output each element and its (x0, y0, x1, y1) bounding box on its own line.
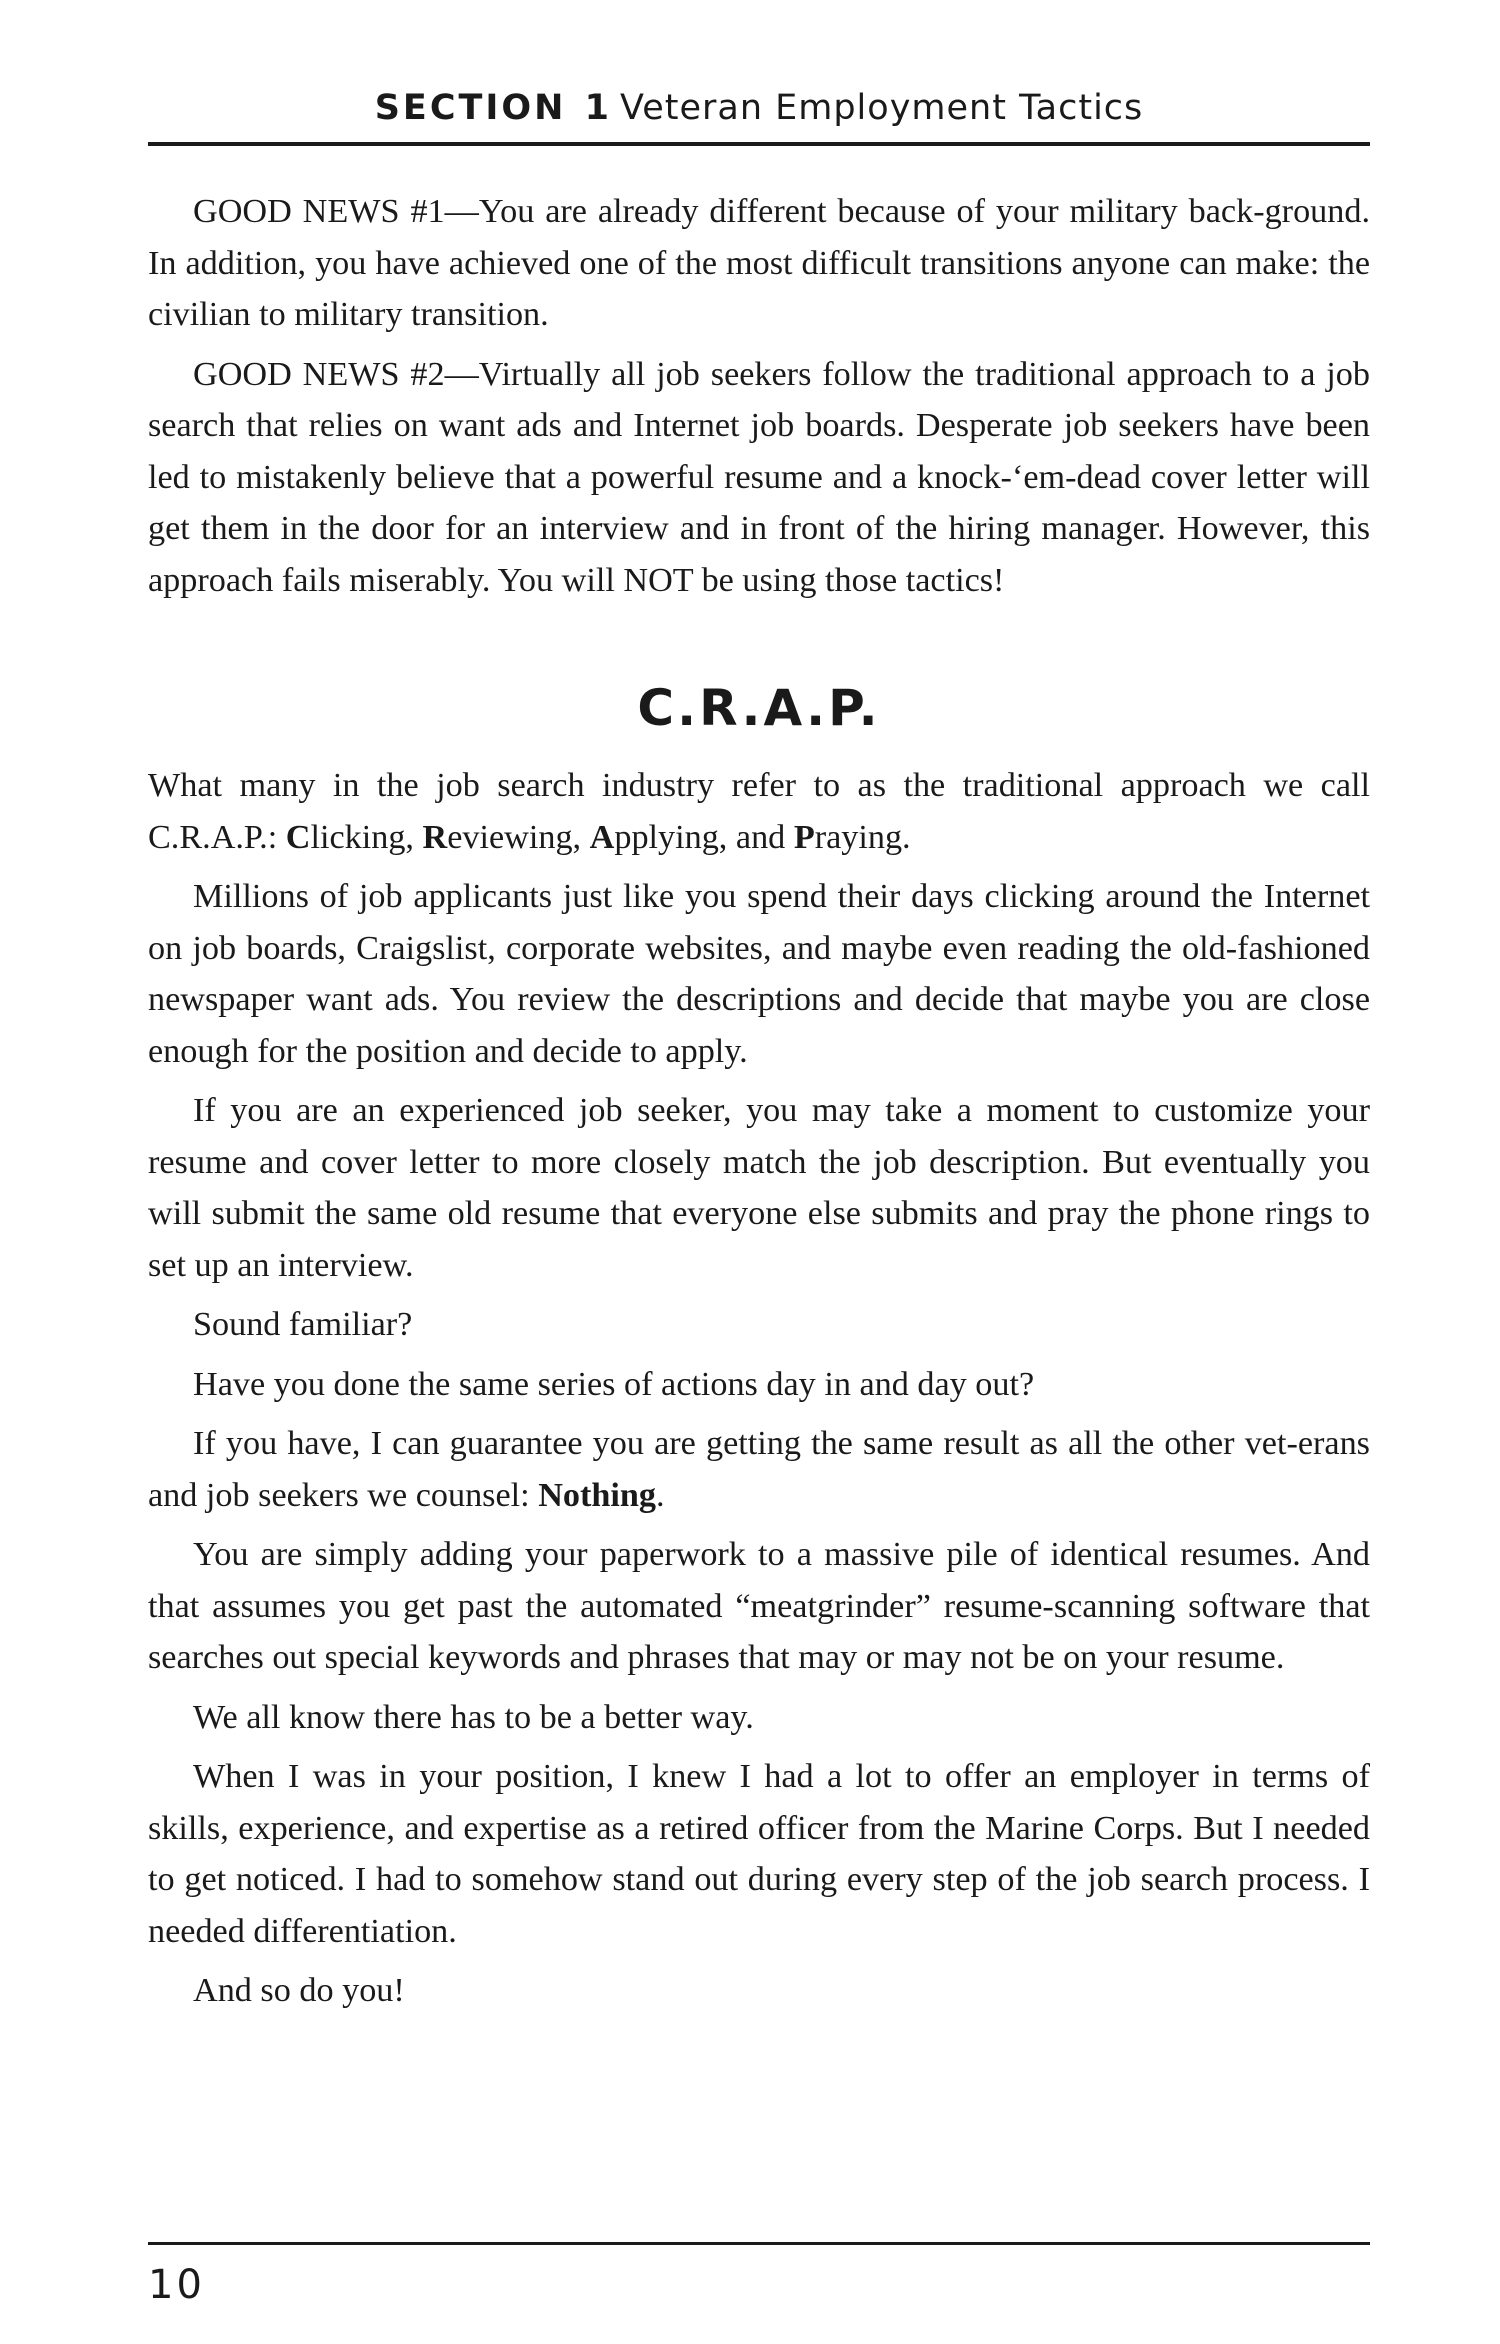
paragraph-crap-definition (148, 760, 1370, 863)
acronym-word-a: pplying, and (614, 818, 794, 856)
paragraph-millions: Millions of job applicants just like you spend their days clicking around the Internet on job boards, Craigslist, corporate websites, and maybe even reading the old-fashioned newspaper want ads. You review the descriptions and decide that maybe you are close enough for the position and decide to apply. (148, 878, 1370, 1070)
body-text (148, 186, 1370, 2025)
acronym-letter-r: R (422, 818, 448, 856)
acronym-letter-p: P (793, 818, 815, 856)
paragraph-and-so-do-you: And so do you! (193, 1972, 405, 2009)
header-rule (148, 142, 1370, 146)
definition-text: What many in the job search industry refer to as the traditional approach we call C.R.A.P.: (148, 767, 1370, 856)
paragraph-if-you-have (148, 1418, 1370, 1521)
paragraph-when-i-was: When I was in your position, I knew I had a lot to offer an employer in terms of skills, experience, and expertise as a retired officer from the Marine Corps. But I needed to get noticed. I had to somehow stand out during every step of the job search process. I needed differentiation. (148, 1758, 1370, 1950)
paragraph-good-news-1: GOOD NEWS #1—You are already different because of your military back-ground. In addition, you have achieved one of the most difficult transitions anyone can make: the civilian to military transition. (148, 193, 1370, 333)
if-you-have-text: If you have, I can guarantee you are getting the same result as all the other vet-erans and job seekers we counsel: (148, 1425, 1370, 1514)
acronym-letter-c: C (285, 818, 311, 856)
acronym-word-p: raying. (814, 818, 911, 856)
section-heading: C.R.A.P. (637, 679, 881, 737)
nothing-emphasis: Nothing (538, 1476, 656, 1514)
paragraph-experienced: If you are an experienced job seeker, you may take a moment to customize your resume and cover letter to more closely match the job description. But eventually you will submit the same old resume that everyone else submits and pray the phone rings to set up an interview. (148, 1092, 1370, 1284)
acronym-word-c: licking, (310, 818, 423, 856)
acronym-letter-a: A (589, 818, 615, 856)
footer-rule (148, 2242, 1370, 2245)
section-label: SECTION (374, 88, 567, 128)
page-number: 10 (148, 2262, 205, 2308)
acronym-word-r: eviewing, (447, 818, 590, 856)
paragraph-good-news-2: GOOD NEWS #2—Virtually all job seekers follow the traditional approach to a job search that relies on want ads and Internet job boards. Desperate job seekers have been led to mistakenly believe that a powerful resume and a knock-‘em-dead cover letter will get them in the door for an interview and in front of the hiring manager. However, this approach fails miserably. You will NOT be using those tactics! (148, 355, 1370, 599)
if-you-have-period: . (655, 1476, 665, 1514)
paragraph-sound-familiar: Sound familiar? (193, 1306, 413, 1343)
section-number: 1 (584, 88, 610, 128)
section-title: Veteran Employment Tactics (619, 88, 1144, 128)
paragraph-simply-adding: You are simply adding your paperwork to a massive pile of identical resumes. And that assumes you get past the automated “meatgrinder” resume-scanning software that searches out special keywords and phrases that may or may not be on your resume. (148, 1536, 1370, 1676)
paragraph-better-way: We all know there has to be a better way. (193, 1698, 754, 1736)
paragraph-have-you: Have you done the same series of actions day in and day out? (193, 1365, 1035, 1403)
running-header (148, 88, 1370, 128)
